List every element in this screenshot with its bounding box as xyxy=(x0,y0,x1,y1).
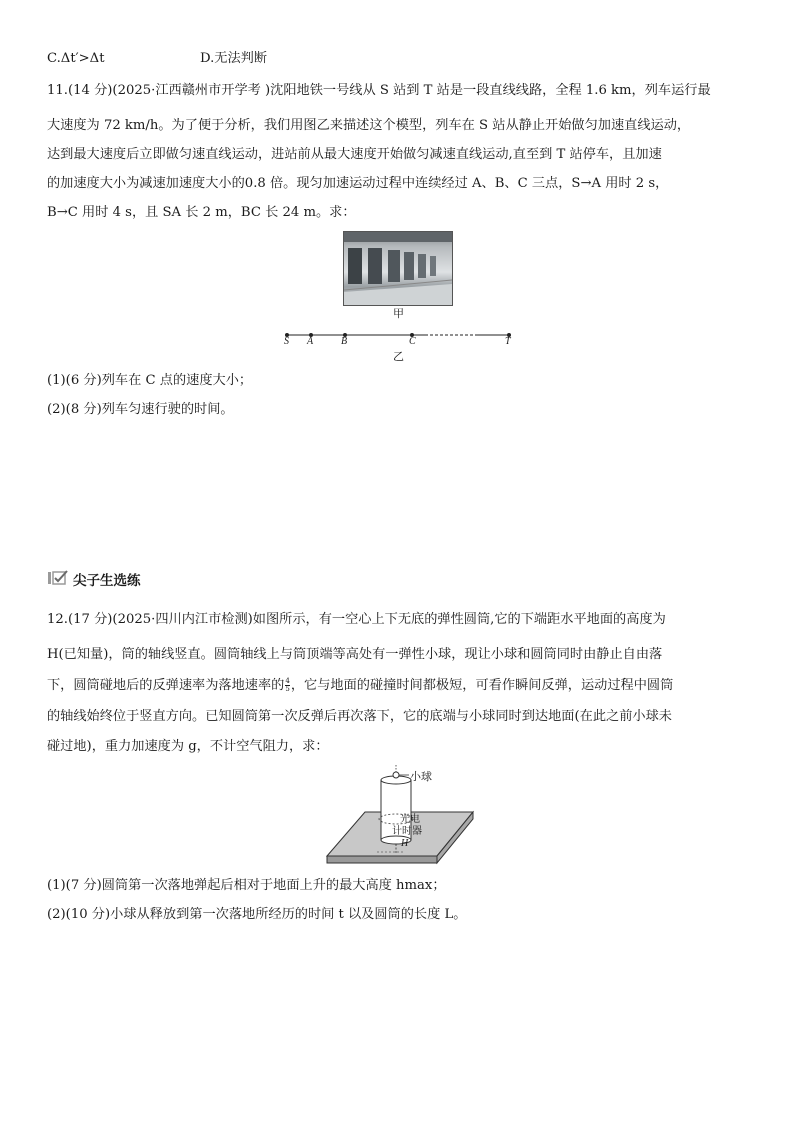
q12-text-line-4: 的轴线始终位于竖直方向。已知圆筒第一次反弹后再次落下，它的底端与小球同时到达地面(在此之前小球未 xyxy=(47,709,672,724)
point-b-label: B xyxy=(341,336,348,347)
q12-subquestion-1: (1)(7 分)圆筒第一次落地弹起后相对于地面上升的最大高度 hmax； xyxy=(47,878,446,893)
q11-text-line-5: B→C 用时 4 s，且 SA 长 2 m，BC 长 24 m。求： xyxy=(47,205,356,220)
q10-option-c: C.Δt′>Δt xyxy=(47,51,105,66)
ball-icon xyxy=(393,772,399,778)
point-s-label: S xyxy=(284,336,289,347)
q11-subquestion-2: (2)(8 分)列车匀速行驶的时间。 xyxy=(47,402,234,417)
q12-text-line-5: 碰过地)，重力加速度为 g，不计空气阻力，求： xyxy=(47,739,329,754)
point-c-label: C xyxy=(409,336,416,347)
q11-text-line-2: 大速度为 72 km/h。为了便于分析，我们用图乙来描述这个模型，列车在 S 站从静止开始做匀加速直线运动， xyxy=(47,118,691,133)
point-t-label: T xyxy=(505,336,511,347)
q12-text-line-3 xyxy=(47,677,747,695)
q12-text-line-3-end: ，它与地面的碰撞时间都极短，可看作瞬间反弹，运动过程中圆筒 xyxy=(290,678,674,693)
subway-station-photo xyxy=(343,231,453,306)
height-h-label: H xyxy=(401,838,409,849)
photogate-label-line-1: 光电 xyxy=(400,814,420,825)
q12-text-line-3-start: 下，圆筒碰地后的反弹速率为落地速率的 xyxy=(47,678,285,693)
fraction-four-fifths: $\frac{4}{5}$ xyxy=(285,677,290,693)
q12-text-line-2: H(已知量)，筒的轴线竖直。圆筒轴线上与筒顶端等高处有一弹性小球，现让小球和圆筒同时由静止自由落 xyxy=(47,647,663,662)
section-title: 尖子生选练 xyxy=(73,573,141,589)
q11-text-line-3: 达到最大速度后立即做匀速直线运动，进站前从最大速度开始做匀减速直线运动,直至到 T 站停车，且加速 xyxy=(47,147,662,162)
q11-text-line-4: 的加速度大小为减速加速度大小的0.8 倍。现匀加速运动过程中连续经过 A、B、C 三点，S→A 用时 2 s， xyxy=(47,176,669,191)
q11-text-line-1: 11.(14 分)(2025·江西赣州市开学考 )沈阳地铁一号线从 S 站到 T 站是一段直线线路，全程 1.6 km，列车运行最 xyxy=(47,83,711,98)
photogate-label-line-2: 计时器 xyxy=(392,826,422,837)
point-a-label: A xyxy=(307,336,314,347)
figure-jia-label: 甲 xyxy=(393,307,404,320)
q11-subquestion-1: (1)(6 分)列车在 C 点的速度大小； xyxy=(47,373,253,388)
track-line-diagram xyxy=(280,328,520,344)
checklist-icon xyxy=(47,569,69,585)
figure-yi-label: 乙 xyxy=(393,350,404,363)
q10-option-d: D.无法判断 xyxy=(200,51,268,66)
q12-text-line-1: 12.(17 分)(2025·四川内江市检测)如图所示，有一空心上下无底的弹性圆筒,它的下端距水平地面的高度为 xyxy=(47,612,666,627)
ball-label: 小球 xyxy=(410,770,432,783)
q12-subquestion-2: (2)(10 分)小球从释放到第一次落地所经历的时间 t 以及圆筒的长度 L。 xyxy=(47,907,467,922)
